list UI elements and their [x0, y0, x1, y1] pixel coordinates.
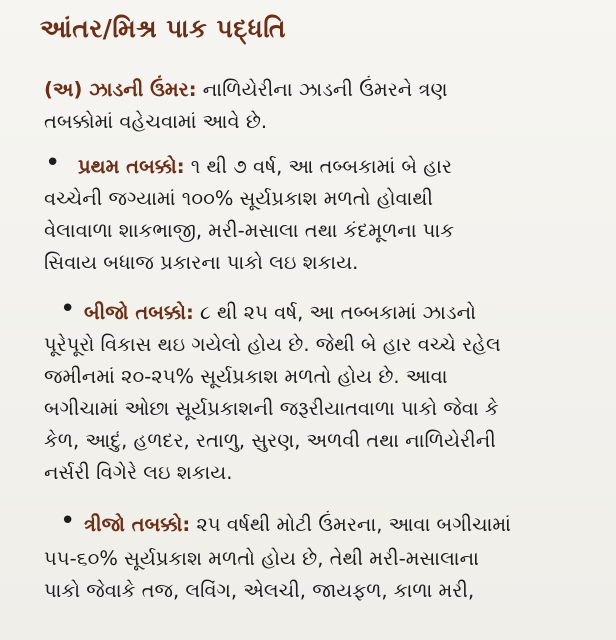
bullet-icon: • [45, 148, 61, 178]
stage-2-line-3: જમીનમાં ૨૦-૨૫% સૂર્યપ્રકાશ મળતો હોય છે. આવા [44, 365, 448, 388]
stage-1-label: પ્રથમ તબક્કો: [78, 155, 185, 178]
stage-2-line-2: પૂરેપૂરો વિકાસ થઇ ગયેલો હોય છે. જેથી બે હાર વચ્ચે રહેલ [44, 333, 501, 356]
stage-2-label: બીજો તબક્કો: [84, 301, 194, 324]
stage-2-text-1: ૮ થી ૨૫ વર્ષ, આ તબ્બકામાં ઝાડનો [193, 301, 476, 324]
stage-3-line-3: પાકો જેવાકે તજ, લવિંગ, એલચી, જાયફળ, કાળા મરી, [44, 579, 475, 602]
stage-1-line-2: વચ્ચેની જગ્યામાં ૧૦૦% સૂર્યપ્રકાશ મળતો હોવાથી [44, 187, 433, 210]
stage-2-line-5: કેળ, આદું, હળદર, રતાળુ, સુરણ, અળવી તથા નાળિયેરીની [44, 429, 496, 452]
intro-label: (અ) ઝાડની ઉંમર: [44, 78, 197, 101]
stage-2-line-4: બગીચામાં ઓછા સૂર્યપ્રકાશની જરૂરીયાતવાળા પાકો જેવા કે [44, 397, 499, 420]
section-title: આંતર/મિશ્ર પાક પદ્ધતિ [40, 14, 286, 43]
stage-1-line-3: વેલાવાળા શાકભાજી, મરી-મસાલા તથા કંદમૂળના પાક [44, 219, 454, 242]
stage-1-line-1 [78, 157, 452, 177]
intro-line-1 [44, 80, 448, 100]
stage-2-line-6: નર્સરી વિગેરે લઇ શકાય. [44, 461, 233, 484]
bullet-icon: • [60, 506, 76, 536]
stage-1-line-4: સિવાય બધાજ પ્રકારના પાકો લઇ શકાય. [44, 251, 359, 274]
stage-3-text-1: ૨૫ વર્ષથી મોટી ઉંમરના, આવા બગીચામાં [190, 513, 511, 536]
stage-3-line-1 [84, 515, 511, 535]
stage-3-line-2: ૫૫-૬૦% સૂર્યપ્રકાશ મળતો હોય છે, તેથી મરી-મસાલાના [44, 547, 479, 570]
stage-1-text-1: ૧ થી ૭ વર્ષ, આ તબ્બકામાં બે હાર [184, 155, 453, 178]
intro-text-1: નાળિયેરીના ઝાડની ઉંમરને ત્રણ [196, 78, 448, 101]
bullet-icon: • [60, 294, 76, 324]
intro-line-2: તબક્કોમાં વહેચવામાં આવે છે. [44, 110, 268, 133]
stage-2-line-1 [84, 303, 476, 323]
stage-3-label: ત્રીજો તબક્કો: [84, 513, 191, 536]
